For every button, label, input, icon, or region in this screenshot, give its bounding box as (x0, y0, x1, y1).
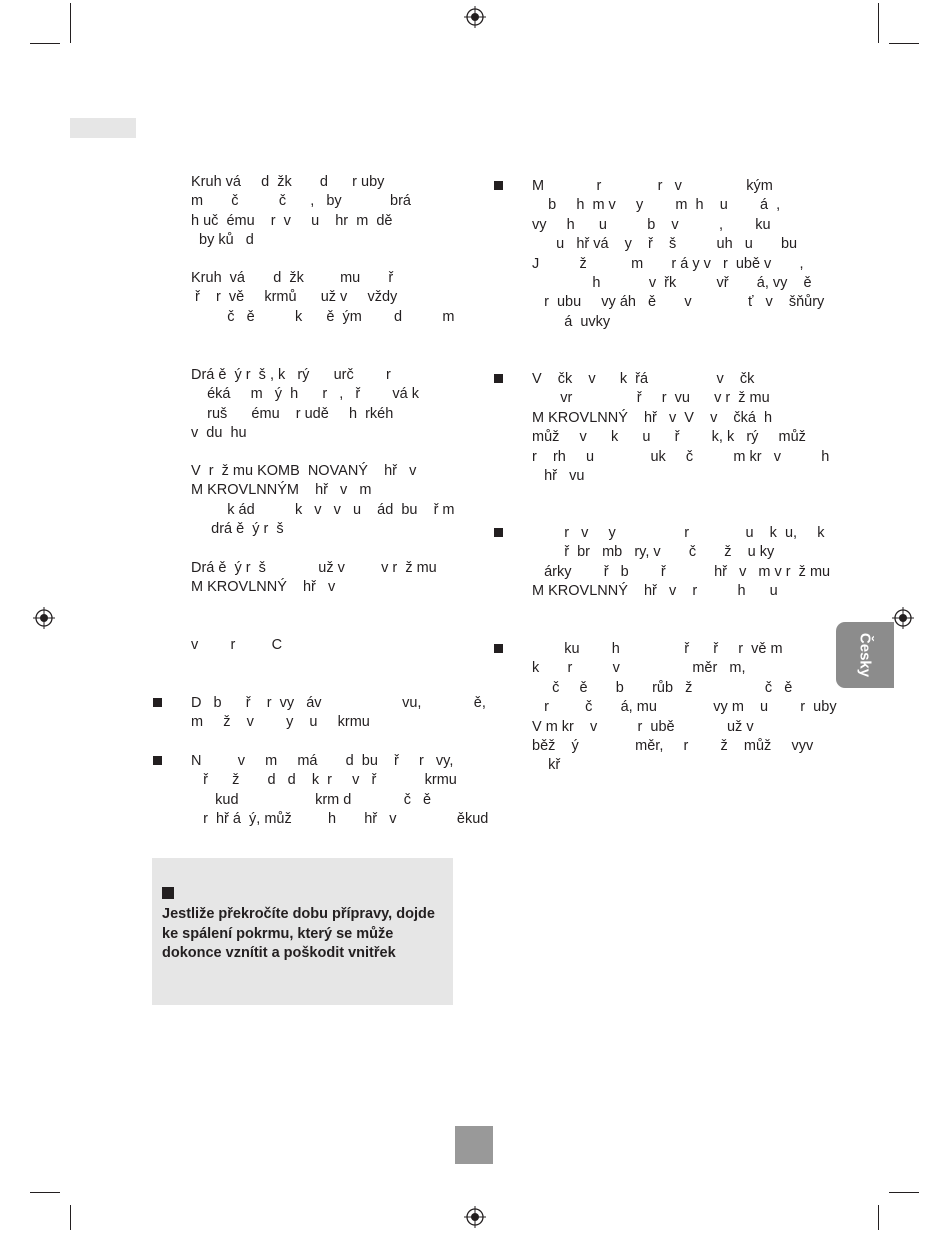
bullet-square-icon (153, 756, 162, 765)
bullet-item: D b ř r vy áv vu, ě, m ž v y u krmu (191, 695, 486, 731)
bullet-square-icon (494, 181, 503, 190)
paragraph: Drá ě ý r š už v v r ž mu M KROVLNNÝ hř v (191, 560, 437, 596)
crop-mark-top-left-vertical (70, 3, 71, 43)
paragraph: v r C (191, 637, 283, 653)
crop-mark-top-right-horizontal (889, 43, 919, 44)
registration-mark-icon (33, 607, 55, 629)
paragraph: Drá ě ý r š , k rý urč r éká m ý h r , ř vá k ruš ému r udě h rkéh v du hu (191, 367, 420, 442)
crop-mark-top-left-horizontal (30, 43, 60, 44)
bullet-item: M r r v kým b h m v y m h u á , vy h u b v , ku u hř vá y ř š uh u bu J ž m r á y v r ubě v , h v řk vř á, vy ě r ubu vy áh ě v ť v šňůry á uvky (532, 178, 825, 330)
bullet-square-icon (153, 698, 162, 707)
crop-mark-bottom-right-vertical (878, 1205, 879, 1230)
page-number-box (455, 1126, 493, 1164)
warning-square-icon (162, 887, 174, 899)
bullet-item: V čk v k řá v čk vr ř r vu v r ž mu M KROVLNNÝ hř v V v čká h můž v k u ř k, k rý můž r rh u uk č m kr v h hř vu (532, 371, 830, 485)
warning-text: Jestliže překročíte dobu přípravy, dojde ke spálení pokrmu, který se může dokonce vznítit a poškodit vnitřek (162, 906, 435, 961)
warning-box (152, 858, 453, 1005)
bullet-square-icon (494, 374, 503, 383)
registration-mark-icon (464, 6, 486, 28)
section-header-bar (70, 118, 136, 138)
crop-mark-top-right-vertical (878, 3, 879, 43)
crop-mark-bottom-right-horizontal (889, 1192, 919, 1193)
crop-mark-bottom-left-horizontal (30, 1192, 60, 1193)
language-tab (836, 622, 894, 688)
bullet-item: ku h ř ř r vě m k r v měr m, č ě b růb ž č ě r č á, mu vy m u r uby V m kr v r ubě už v běž ý měr, r ž můž vyv kř (532, 641, 837, 774)
language-tab-label: Česky (856, 632, 874, 678)
bullet-square-icon (494, 644, 503, 653)
bullet-square-icon (494, 528, 503, 537)
paragraph: Kruh vá d žk d r uby m č č , by brá h uč ému r v u hr m dě by ků d (191, 174, 411, 249)
paragraph: V r ž mu KOMB NOVANÝ hř v M KROVLNNÝM hř v m k ád k v v u ád bu ř m drá ě ý r š (191, 463, 455, 538)
registration-mark-icon (464, 1206, 486, 1228)
bullet-item: r v y r u k u, k ř br mb ry, v č ž u ky árky ř b ř hř v m v r ž mu M KROVLNNÝ hř v r h u (532, 525, 831, 600)
bullet-item: N v m má d bu ř r vy, ř ž d d k r v ř krmu kud krm d č ě r hř á ý, můž h hř v ěkud (191, 753, 489, 828)
crop-mark-bottom-left-vertical (70, 1205, 71, 1230)
paragraph: Kruh vá d žk mu ř ř r vě krmů už v vždy č ě k ě ým d m (191, 270, 455, 325)
registration-mark-icon (892, 607, 914, 629)
